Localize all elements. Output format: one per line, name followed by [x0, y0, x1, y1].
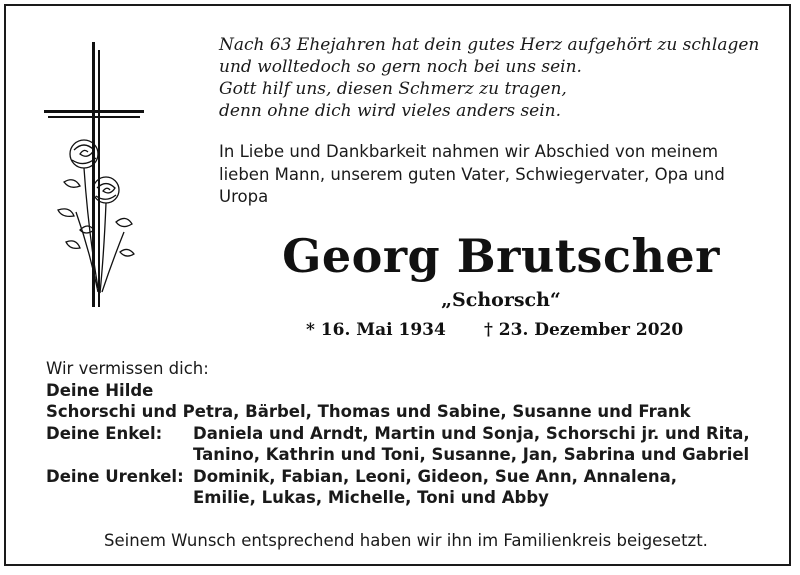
burial-note: Seinem Wunsch entsprechend haben wir ihn im Familienkreis beigesetzt.: [104, 531, 708, 550]
poem-line: Gott hilf uns, diesen Schmerz zu tragen,: [219, 79, 567, 99]
cross-with-roses-icon: [36, 42, 186, 322]
great-grandchildren-label: Deine Urenkel:: [46, 466, 184, 486]
great-grandchildren-row: [46, 466, 786, 488]
farewell-line: lieben Mann, unserem guten Vater, Schwiegervater, Opa und: [219, 164, 725, 184]
mourners-intro: Wir vermissen dich:: [46, 359, 209, 378]
poem-line: Nach 63 Ehejahren hat dein gutes Herz aufgehört zu schlagen: [219, 35, 760, 55]
poem-line: denn ohne dich wird vieles anders sein.: [219, 101, 562, 121]
life-dates: [306, 318, 706, 342]
obituary-frame: [4, 4, 791, 566]
poem: [219, 34, 779, 122]
grandchildren-row: [46, 423, 786, 445]
great-grandchildren-line: Dominik, Fabian, Leoni, Gideon, Sue Ann, Annalena,: [193, 466, 678, 486]
farewell-text: [219, 141, 779, 209]
death-date: † 23. Dezember 2020: [484, 320, 684, 340]
farewell-line: In Liebe und Dankbarkeit nahmen wir Abschied von meinem: [219, 142, 719, 161]
poem-line: und wolltedoch so gern noch bei uns sein.: [219, 57, 582, 77]
deceased-name: Georg Brutscher: [282, 229, 720, 283]
great-grandchildren-line: Emilie, Lukas, Michelle, Toni und Abby: [193, 488, 549, 507]
great-grandchildren-row: [46, 487, 786, 509]
grandchildren-line: Daniela und Arndt, Martin und Sonja, Schorschi jr. und Rita,: [193, 423, 750, 443]
wife-name: Deine Hilde: [46, 380, 154, 400]
farewell-line: Uropa: [219, 187, 269, 206]
birth-date: * 16. Mai 1934: [306, 320, 446, 340]
grandchildren-row: [46, 444, 786, 466]
children-names: Schorschi und Petra, Bärbel, Thomas und Sabine, Susanne und Frank: [46, 402, 691, 421]
grandchildren-line: Tanino, Kathrin und Toni, Susanne, Jan, Sabrina und Gabriel: [193, 445, 750, 464]
deceased-nickname: „Schorsch“: [441, 289, 561, 311]
mourners-list: [46, 358, 786, 509]
grandchildren-label: Deine Enkel:: [46, 423, 163, 443]
